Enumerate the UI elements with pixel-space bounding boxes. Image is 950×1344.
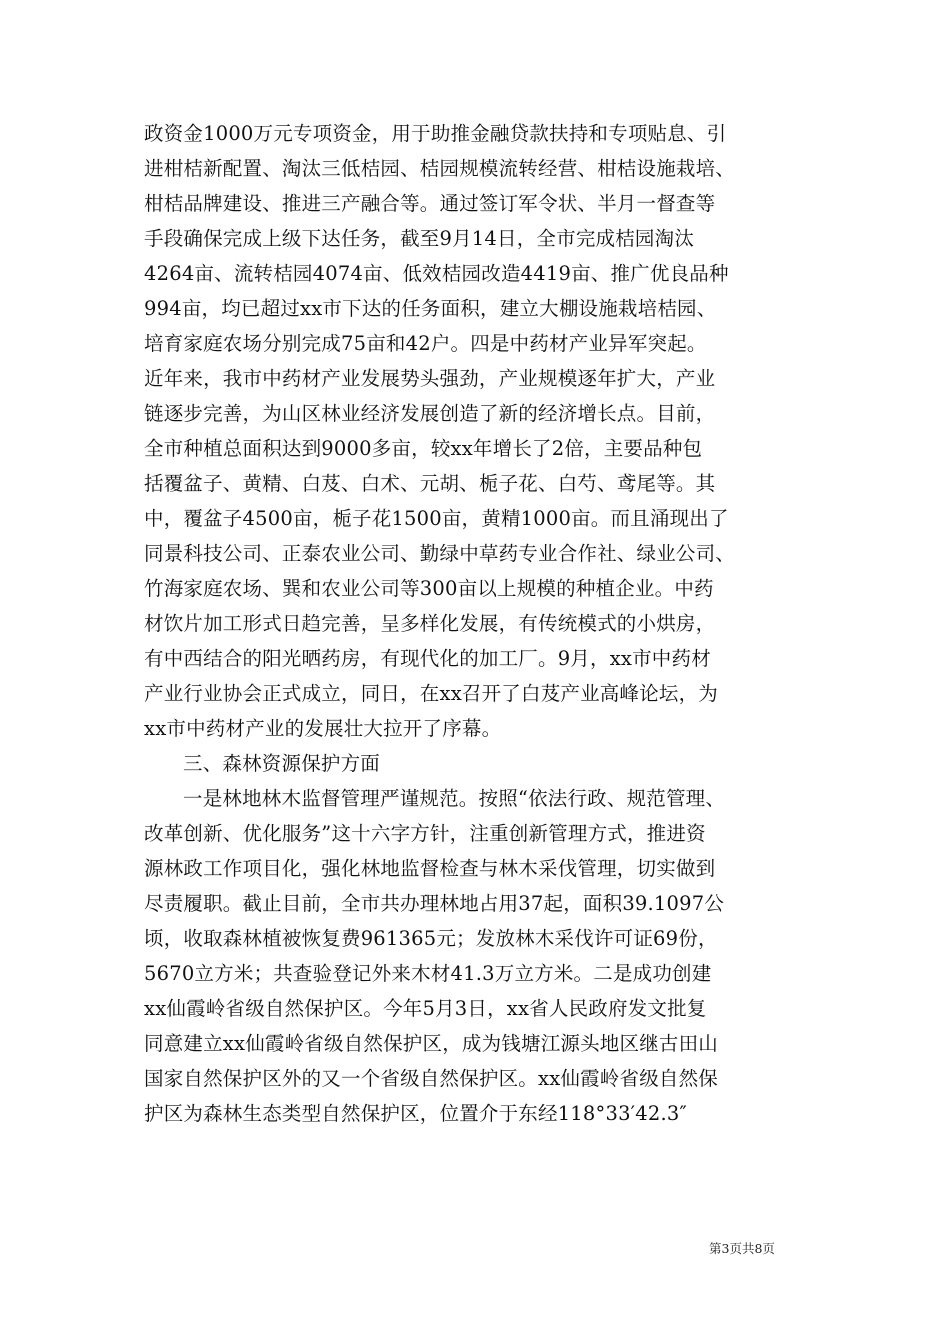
page-number: 第3页共8页: [709, 1241, 775, 1256]
body-text-line: 同景科技公司、正泰农业公司、勤绿中草药专业合作社、绿业公司、: [144, 542, 736, 565]
body-text-line: 材饮片加工形式日趋完善，呈多样化发展，有传统模式的小烘房，: [144, 612, 716, 635]
body-text-line: xx仙霞岭省级自然保护区。今年5月3日，xx省人民政府发文批复: [144, 997, 707, 1020]
body-text-line: 柑桔品牌建设、推进三产融合等。通过签订军令状、半月一督查等: [144, 192, 716, 215]
body-text-line: 产业行业协会正式成立，同日，在xx召开了白芨产业高峰论坛，为: [144, 682, 718, 705]
body-text-line: xx市中药材产业的发展壮大拉开了序幕。: [144, 717, 502, 740]
body-text-line: 顷，收取森林植被恢复费961365元；发放林木采伐许可证69份，: [144, 927, 718, 950]
section-heading: 三、森林资源保护方面: [183, 752, 381, 775]
body-text-line: 5670立方米；共查验登记外来木材41.3万立方米。二是成功创建: [144, 962, 712, 985]
body-text-line: 括覆盆子、黄精、白芨、白术、元胡、栀子花、白芍、鸢尾等。其: [144, 472, 716, 495]
body-text-line: 改革创新、优化服务”这十六字方针，注重创新管理方式，推进资: [144, 822, 706, 845]
body-text-line: 全市种植总面积达到9000多亩，较xx年增长了2倍，主要品种包: [144, 437, 703, 460]
body-text-line: 护区为森林生态类型自然保护区，位置介于东经118°33′42.3″: [144, 1102, 688, 1125]
body-text-line: 进柑桔新配置、淘汰三低桔园、桔园规模流转经营、柑桔设施栽培、: [144, 157, 736, 180]
body-text-line: 近年来，我市中药材产业发展势头强劲，产业规模逐年扩大，产业: [144, 367, 716, 390]
body-text-line: 同意建立xx仙霞岭省级自然保护区，成为钱塘江源头地区继古田山: [144, 1032, 718, 1055]
body-text-line: 竹海家庭农场、巽和农业公司等300亩以上规模的种植企业。中药: [144, 577, 714, 600]
body-text-line: 政资金1000万元专项资金，用于助推金融贷款扶持和专项贴息、引: [144, 122, 727, 145]
body-text-line: 源林政工作项目化，强化林地监督检查与林木采伐管理，切实做到: [144, 857, 716, 880]
body-text-line: 有中西结合的阳光晒药房，有现代化的加工厂。9月，xx市中药材: [144, 647, 711, 670]
body-text-line: 4264亩、流转桔园4074亩、低效桔园改造4419亩、推广优良品种: [144, 262, 729, 285]
body-text-line: 国家自然保护区外的又一个省级自然保护区。xx仙霞岭省级自然保: [144, 1067, 718, 1090]
body-text-line: 中，覆盆子4500亩，栀子花1500亩，黄精1000亩。而且涌现出了: [144, 507, 729, 530]
body-text-line: 链逐步完善，为山区林业经济发展创造了新的经济增长点。目前，: [144, 402, 716, 425]
body-text-line: 994亩，均已超过xx市下达的任务面积，建立大棚设施栽培桔园、: [144, 297, 717, 320]
body-text-line: 培育家庭农场分别完成75亩和42户。四是中药材产业异军突起。: [144, 332, 707, 355]
body-text-line: 手段确保完成上级下达任务，截至9月14日，全市完成桔园淘汰: [144, 227, 695, 250]
body-text-line: 尽责履职。截止目前，全市共办理林地占用37起，面积39.1097公: [144, 892, 725, 915]
body-text-line: 一是林地林木监督管理严谨规范。按照“依法行政、规范管理、: [183, 787, 726, 810]
